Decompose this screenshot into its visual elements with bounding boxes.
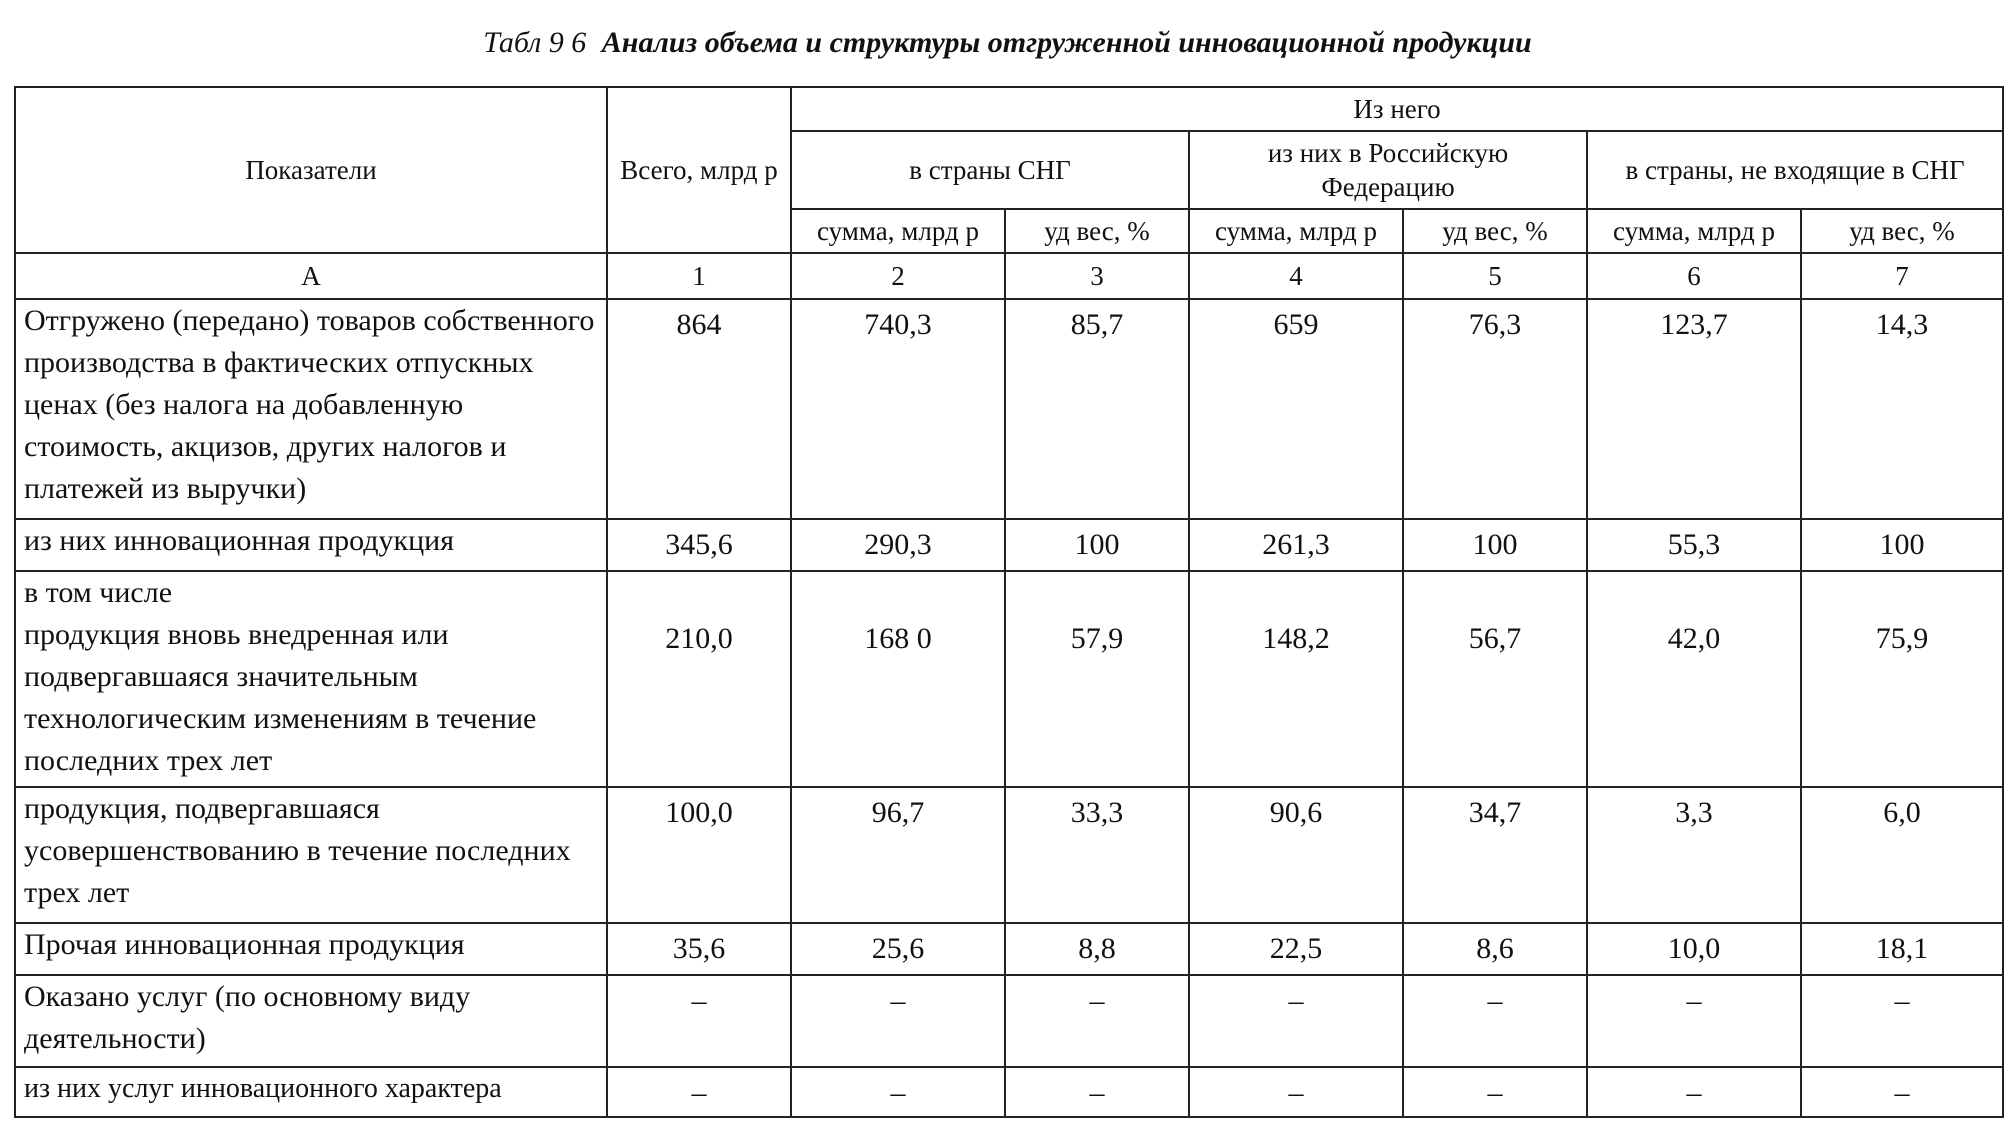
header-indicators: Показатели xyxy=(15,87,607,253)
column-index: 2 xyxy=(791,253,1005,299)
cell-value: 8,6 xyxy=(1403,923,1587,975)
cell-value: 14,3 xyxy=(1801,299,2003,519)
cell-value: 6,0 xyxy=(1801,787,2003,923)
cell-value: 10,0 xyxy=(1587,923,1801,975)
column-index: 6 xyxy=(1587,253,1801,299)
cell-value: 210,0 xyxy=(607,571,791,787)
cell-value: – xyxy=(1189,975,1403,1067)
row-label xyxy=(15,571,607,787)
cell-value: 100 xyxy=(1801,519,2003,571)
row-label: из них инновационная продукция xyxy=(15,519,607,571)
table-title: Анализ объема и структуры отгруженной инновационной продукции xyxy=(601,26,1532,59)
cell-value: – xyxy=(1587,975,1801,1067)
cell-value: – xyxy=(607,1067,791,1117)
cell-value: 290,3 xyxy=(791,519,1005,571)
row-label-text: продукция вновь внедренная или подвергавшаяся значительным технологическим изменениям в течение последних трех лет xyxy=(24,618,537,777)
row-label: из них услуг инновационного характера xyxy=(15,1067,607,1117)
cell-value: – xyxy=(791,975,1005,1067)
cell-value: 96,7 xyxy=(791,787,1005,923)
cell-value: 56,7 xyxy=(1403,571,1587,787)
cell-value: 345,6 xyxy=(607,519,791,571)
cell-value: 3,3 xyxy=(1587,787,1801,923)
column-index: 4 xyxy=(1189,253,1403,299)
cell-value: 33,3 xyxy=(1005,787,1189,923)
header-group-cis: в страны СНГ xyxy=(791,131,1189,209)
cell-value: 35,6 xyxy=(607,923,791,975)
cell-value: 864 xyxy=(607,299,791,519)
cell-value: 55,3 xyxy=(1587,519,1801,571)
cell-value: 100,0 xyxy=(607,787,791,923)
cell-value: – xyxy=(1005,975,1189,1067)
cell-value: 8,8 xyxy=(1005,923,1189,975)
table-caption xyxy=(0,26,2015,60)
cell-value: 261,3 xyxy=(1189,519,1403,571)
table-row xyxy=(15,571,2003,787)
cell-value: 90,6 xyxy=(1189,787,1403,923)
header-sum: сумма, млрд р xyxy=(791,209,1005,253)
table-row xyxy=(15,299,2003,519)
cell-value: 123,7 xyxy=(1587,299,1801,519)
header-share: уд вес, % xyxy=(1403,209,1587,253)
column-index: 5 xyxy=(1403,253,1587,299)
cell-value: – xyxy=(1189,1067,1403,1117)
cell-value: – xyxy=(607,975,791,1067)
cell-value: – xyxy=(1005,1067,1189,1117)
header-group-non-cis: в страны, не входящие в СНГ xyxy=(1587,131,2003,209)
row-label: продукция, подвергавшаяся усовершенствованию в течение последних трех лет xyxy=(15,787,607,923)
column-index: А xyxy=(15,253,607,299)
row-label: Отгружено (передано) товаров собственного производства в фактических отпускных ценах (без налога на добавленную стоимость, акцизов, других налогов и платежей из выручки) xyxy=(15,299,607,519)
header-total: Всего, млрд р xyxy=(607,87,791,253)
row-label-prefix: в том числе xyxy=(24,576,173,609)
cell-value: 659 xyxy=(1189,299,1403,519)
innovation-products-table xyxy=(14,86,2004,1118)
cell-value: 42,0 xyxy=(1587,571,1801,787)
header-group-russia: из них в Российскую Федерацию xyxy=(1189,131,1587,209)
cell-value: 85,7 xyxy=(1005,299,1189,519)
cell-value: – xyxy=(1801,1067,2003,1117)
cell-value: 25,6 xyxy=(791,923,1005,975)
cell-value: 18,1 xyxy=(1801,923,2003,975)
column-index: 1 xyxy=(607,253,791,299)
table-row xyxy=(15,1067,2003,1117)
header-sum: сумма, млрд р xyxy=(1189,209,1403,253)
cell-value: 75,9 xyxy=(1801,571,2003,787)
header-share: уд вес, % xyxy=(1005,209,1189,253)
header-share: уд вес, % xyxy=(1801,209,2003,253)
cell-value: 34,7 xyxy=(1403,787,1587,923)
row-label: Прочая инновационная продукция xyxy=(15,923,607,975)
header-row-1 xyxy=(15,87,2003,131)
table-row xyxy=(15,923,2003,975)
cell-value: 57,9 xyxy=(1005,571,1189,787)
cell-value: 148,2 xyxy=(1189,571,1403,787)
cell-value: 740,3 xyxy=(791,299,1005,519)
cell-value: 100 xyxy=(1005,519,1189,571)
cell-value: – xyxy=(1587,1067,1801,1117)
header-of-which: Из него xyxy=(791,87,2003,131)
cell-value: – xyxy=(791,1067,1005,1117)
cell-value: 76,3 xyxy=(1403,299,1587,519)
table-number: Табл 9 6 xyxy=(483,26,587,59)
column-index: 3 xyxy=(1005,253,1189,299)
column-index: 7 xyxy=(1801,253,2003,299)
cell-value: – xyxy=(1403,975,1587,1067)
row-label: Оказано услуг (по основному виду деятельности) xyxy=(15,975,607,1067)
cell-value: 168 0 xyxy=(791,571,1005,787)
table-row xyxy=(15,975,2003,1067)
table-row xyxy=(15,787,2003,923)
column-index-row xyxy=(15,253,2003,299)
cell-value: 100 xyxy=(1403,519,1587,571)
cell-value: 22,5 xyxy=(1189,923,1403,975)
table-row xyxy=(15,519,2003,571)
cell-value: – xyxy=(1801,975,2003,1067)
header-sum: сумма, млрд р xyxy=(1587,209,1801,253)
cell-value: – xyxy=(1403,1067,1587,1117)
